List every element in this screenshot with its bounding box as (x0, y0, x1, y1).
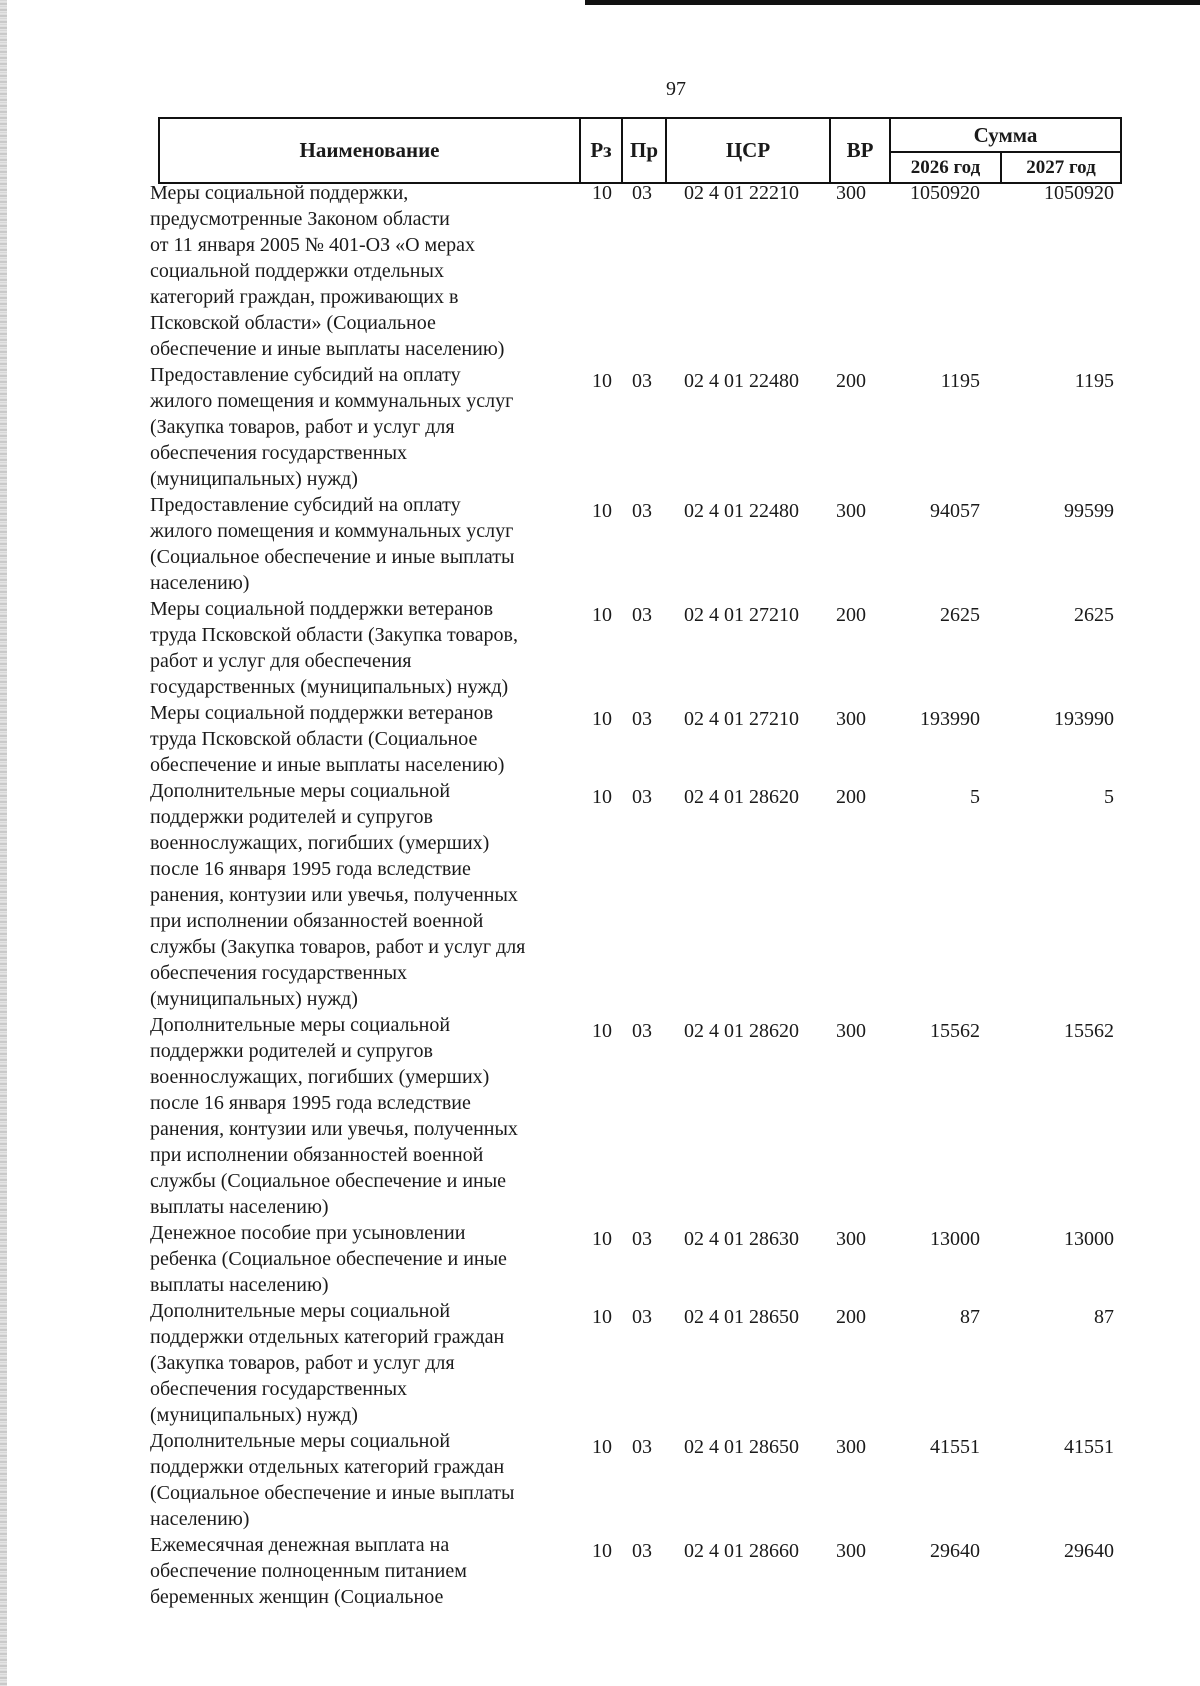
row-sum-2027: 5 (1104, 786, 1114, 808)
header-sum: Сумма (891, 119, 1120, 153)
row-csr: 02 4 01 22480 (684, 500, 799, 522)
row-csr: 02 4 01 27210 (684, 604, 799, 626)
row-sum-2026: 13000 (930, 1228, 980, 1250)
row-csr: 02 4 01 28660 (684, 1540, 799, 1562)
table-row (0, 492, 1200, 596)
row-rz: 10 (592, 604, 612, 626)
row-sum-2026: 15562 (930, 1020, 980, 1042)
row-name: Дополнительные меры социальной поддержки родителей и супругов военнослужащих, погибших (умерших) после 16 января 1995 года вследствие ранения, контузии или увечья, полученных при исполнении обязанностей военной службы (Закупка товаров, работ и услуг для обеспечения государственных (муниципальных) нужд) (150, 780, 526, 1010)
row-sum-2026: 5 (970, 786, 980, 808)
row-vr: 300 (836, 1020, 866, 1042)
row-pr: 03 (632, 370, 652, 392)
row-rz: 10 (592, 370, 612, 392)
header-csr: ЦСР (667, 119, 831, 182)
row-csr: 02 4 01 22210 (684, 182, 799, 204)
row-rz: 10 (592, 182, 612, 204)
row-name: Предоставление субсидий на оплату жилого помещения и коммунальных услуг (Закупка товаров, работ и услуг для обеспечения государственных (муниципальных) нужд) (150, 364, 514, 490)
row-rz: 10 (592, 708, 612, 730)
table-row (0, 1428, 1200, 1532)
row-pr: 03 (632, 1228, 652, 1250)
row-sum-2027: 13000 (1064, 1228, 1114, 1250)
row-name: Дополнительные меры социальной поддержки отдельных категорий граждан (Социальное обеспечение и иные выплаты населению) (150, 1430, 515, 1530)
row-sum-2026: 41551 (930, 1436, 980, 1458)
table-row (0, 778, 1200, 1012)
row-csr: 02 4 01 28650 (684, 1436, 799, 1458)
table-body (0, 180, 1200, 1610)
row-csr: 02 4 01 28620 (684, 1020, 799, 1042)
row-rz: 10 (592, 1306, 612, 1328)
header-year-2026: 2026 год (891, 153, 1002, 182)
header-rz: Рз (581, 119, 623, 182)
row-vr: 300 (836, 1436, 866, 1458)
table-row (0, 1220, 1200, 1298)
row-vr: 200 (836, 786, 866, 808)
row-csr: 02 4 01 28650 (684, 1306, 799, 1328)
header-name: Наименование (160, 119, 581, 182)
row-vr: 300 (836, 1540, 866, 1562)
row-pr: 03 (632, 1436, 652, 1458)
row-vr: 300 (836, 182, 866, 204)
row-pr: 03 (632, 604, 652, 626)
row-name: Меры социальной поддержки, предусмотренные Законом области от 11 января 2005 № 401-ОЗ «О мерах социальной поддержки отдельных категорий граждан, проживающих в Псковской области» (Социальное обеспечение и иные выплаты населению) (150, 182, 505, 360)
header-year-2027: 2027 год (1026, 156, 1096, 178)
row-rz: 10 (592, 1540, 612, 1562)
row-name: Денежное пособие при усыновлении ребенка (Социальное обеспечение и иные выплаты населению) (150, 1222, 507, 1296)
row-sum-2026: 87 (960, 1306, 980, 1328)
row-sum-2026: 1050920 (910, 182, 980, 204)
header-pr: Пр (623, 119, 667, 182)
row-sum-2027: 87 (1094, 1306, 1114, 1328)
row-sum-2027: 2625 (1074, 604, 1114, 626)
row-sum-2027: 1050920 (1044, 182, 1114, 204)
table-row (0, 1012, 1200, 1220)
row-name: Меры социальной поддержки ветеранов труда Псковской области (Социальное обеспечение и иные выплаты населению) (150, 702, 505, 776)
row-sum-2027: 99599 (1064, 500, 1114, 522)
row-name: Дополнительные меры социальной поддержки родителей и супругов военнослужащих, погибших (умерших) после 16 января 1995 года вследствие ранения, контузии или увечья, полученных при исполнении обязанностей военной службы (Социальное обеспечение и иные выплаты населению) (150, 1014, 518, 1218)
table-row (0, 700, 1200, 778)
row-csr: 02 4 01 27210 (684, 708, 799, 730)
page-number: 97 (666, 78, 686, 100)
table-row (0, 1532, 1200, 1610)
row-name: Ежемесячная денежная выплата на обеспечение полноценным питанием беременных женщин (Социальное (150, 1534, 467, 1608)
row-sum-2027: 1195 (1074, 370, 1114, 392)
row-csr: 02 4 01 28620 (684, 786, 799, 808)
row-pr: 03 (632, 786, 652, 808)
row-pr: 03 (632, 1306, 652, 1328)
top-rule (585, 0, 1200, 5)
row-vr: 300 (836, 1228, 866, 1250)
row-rz: 10 (592, 1020, 612, 1042)
row-sum-2026: 2625 (940, 604, 980, 626)
row-name: Меры социальной поддержки ветеранов труда Псковской области (Закупка товаров, работ и услуг для обеспечения государственных (муниципальных) нужд) (150, 598, 518, 698)
row-sum-2026: 193990 (920, 708, 980, 730)
row-pr: 03 (632, 500, 652, 522)
table-row (0, 180, 1200, 362)
row-vr: 200 (836, 370, 866, 392)
row-csr: 02 4 01 28630 (684, 1228, 799, 1250)
table-row (0, 1298, 1200, 1428)
table-row (0, 596, 1200, 700)
row-sum-2027: 41551 (1064, 1436, 1114, 1458)
row-pr: 03 (632, 182, 652, 204)
table-row (0, 362, 1200, 492)
row-rz: 10 (592, 786, 612, 808)
row-csr: 02 4 01 22480 (684, 370, 799, 392)
row-pr: 03 (632, 708, 652, 730)
row-sum-2027: 15562 (1064, 1020, 1114, 1042)
row-vr: 200 (836, 604, 866, 626)
header-vr: ВР (831, 119, 891, 182)
row-vr: 300 (836, 708, 866, 730)
row-rz: 10 (592, 500, 612, 522)
row-pr: 03 (632, 1020, 652, 1042)
row-vr: 200 (836, 1306, 866, 1328)
row-vr: 300 (836, 500, 866, 522)
row-rz: 10 (592, 1228, 612, 1250)
row-sum-2026: 1195 (940, 370, 980, 392)
row-pr: 03 (632, 1540, 652, 1562)
row-sum-2027: 193990 (1054, 708, 1114, 730)
row-name: Дополнительные меры социальной поддержки отдельных категорий граждан (Закупка товаров, работ и услуг для обеспечения государственных (муниципальных) нужд) (150, 1300, 505, 1426)
table-header (158, 117, 1122, 184)
row-rz: 10 (592, 1436, 612, 1458)
row-sum-2026: 94057 (930, 500, 980, 522)
row-name: Предоставление субсидий на оплату жилого помещения и коммунальных услуг (Социальное обеспечение и иные выплаты населению) (150, 494, 515, 594)
row-sum-2026: 29640 (930, 1540, 980, 1562)
row-sum-2027: 29640 (1064, 1540, 1114, 1562)
